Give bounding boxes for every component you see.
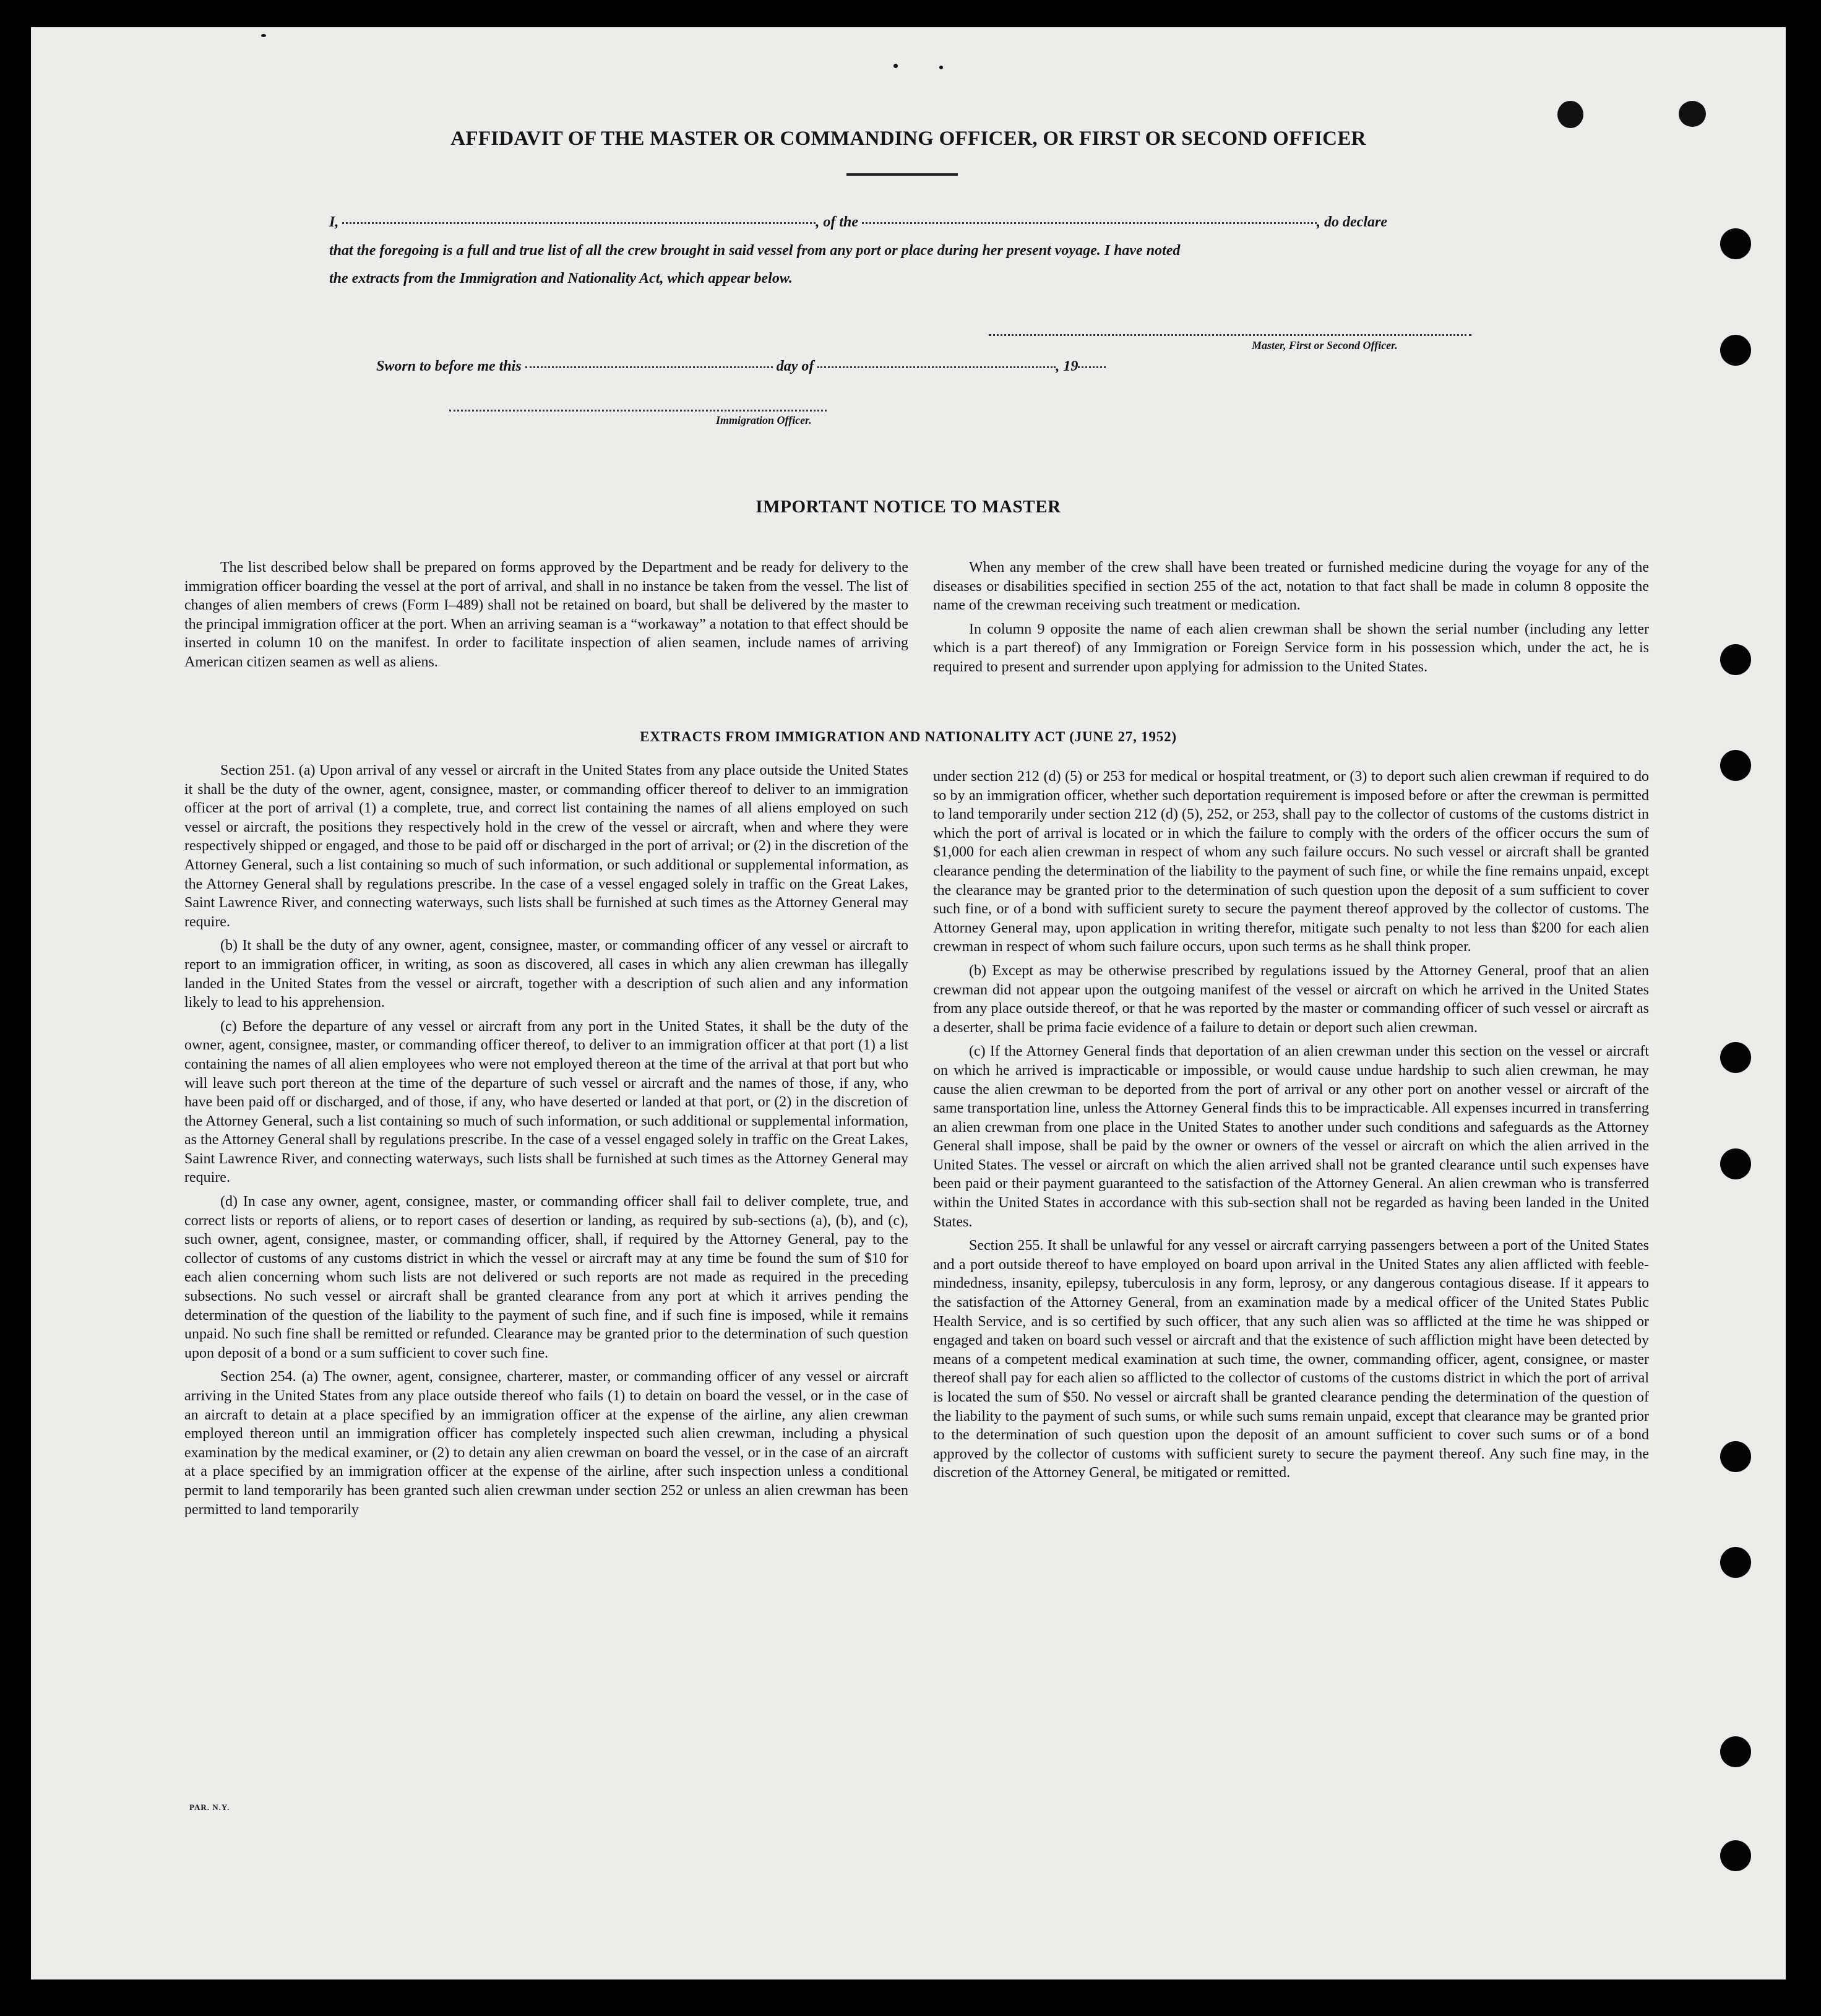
title-underline	[846, 173, 958, 176]
declaration-line-1	[329, 214, 1474, 231]
binder-hole	[1720, 1547, 1751, 1578]
binder-hole	[1720, 1441, 1751, 1472]
section-251-a: Section 251. (a) Upon arrival of any vessel or aircraft in the United States from any place outside the United States it shall be the duty of the owner, agent, consignee, master, or commanding officer thereof to deliver to an immigration officer at the port of arrival (1) a complete, true, and correct list containing the names of all aliens employed on such vessel or aircraft, the positions they respectively hold in the crew of the vessel or aircraft, when and where they were respectively shipped or engaged, and those to be paid off or discharged in the port of arrival; or (2) in the discretion of the Attorney General, such a list containing so much of such information, or such additional or supplemental information, as the Attorney General shall by regulations prescribe. In the case of a vessel engaged solely in traffic on the Great Lakes, Saint Lawrence River, and connecting waterways, such lists shall be furnished at such times as the Attorney General may require.	[184, 762, 908, 930]
extracts-left-column	[184, 761, 908, 1524]
binder-hole	[1720, 750, 1751, 781]
section-251-c: (c) Before the departure of any vessel or aircraft from any port in the United States, it shall be the duty of the owner, agent, consignee, master, or commanding officer thereof, to deliver to an immigration officer at that port (1) a list containing the names of all alien employees who were not employed thereon at the time of the arrival at that port but who will leave such port thereon at the time of the departure of such vessel or aircraft and the names of those, if any, who have been paid off or discharged, and of those, if any, who have deserted or landed at that port, or (2) in the discretion of the Attorney General, such a list containing so much of such information, or such additional or supplemental information, as the Attorney General shall by regulations prescribe. In the case of a vessel engaged solely in traffic on the Great Lakes, Saint Lawrence River, and connecting waterways, such lists shall be furnished at such times as the Attorney General may require.	[184, 1018, 908, 1186]
form-page	[31, 27, 1786, 1979]
binder-hole	[1720, 1736, 1751, 1767]
officer-signature-line[interactable]	[449, 410, 827, 411]
binder-hole	[1720, 644, 1751, 675]
master-signature-label: Master, First or Second Officer.	[1252, 339, 1398, 351]
notice-right-paragraph-1: When any member of the crew shall have been treated or furnished medicine during the voyage for any of the diseases or disabilities specified in section 255 of the act, notation to that fact shall be made in column 8 opposite the name of the crewman receiving such treatment or medication.	[933, 559, 1649, 614]
section-254-a-continued: under section 212 (d) (5) or 253 for medical or hospital treatment, or (3) to deport such alien crewman if required to do so by an immigration officer, whether such deportation requirement is imposed before or after the crewman is permitted to land temporarily under section 212 (d) (5), 252, or 253, shall pay to the collector of customs of the customs district in which the port of arrival is located or in which the failure to comply with the orders of the officer occurs the sum of $1,000 for each alien crewman in respect of whom any such failure occurs. No such vessel or aircraft shall be granted clearance pending the determination of the liability to the payment of such fine, or while the fine remains unpaid, except the clearance may be granted prior to the determination of such question upon the deposit of a sum sufficient to cover such fine, or of a bond with sufficient surety to secure the payment thereof approved by the collector of customs. The Attorney General may, upon application in writing therefor, mitigate such penalty to not less than $200 for each alien crewman in respect of whom such failure occurs, upon such terms as he shall think proper.	[933, 769, 1649, 955]
ink-speck	[893, 64, 898, 68]
ink-spot	[1679, 101, 1706, 127]
binder-hole	[1720, 1840, 1751, 1871]
sworn-text: Sworn to before me this	[376, 358, 522, 374]
binder-hole	[1720, 335, 1751, 366]
notice-left-column	[184, 558, 908, 677]
sworn-month-blank[interactable]	[817, 366, 1056, 368]
notice-left-paragraph: The list described below shall be prepared on forms approved by the Department and be ready for delivery to the immigration officer boarding the vessel at the port of arrival, and shall in no instance be taken from the vessel. The list of changes of alien members of crews (Form I–489) shall not be retained on board, but shall be delivered by the master to the principal immigration officer at the port. When an arriving seaman is a “workaway” a notation to that effect should be inserted in column 10 on the manifest. In order to facilitate inspection of alien seamen, include names of arriving American citizen seamen as well as aliens.	[184, 559, 908, 670]
section-251-b: (b) It shall be the duty of any owner, agent, consignee, master, or commanding officer of any vessel or aircraft to report to an immigration officer, in writing, as soon as discovered, all cases in which any alien crewman has illegally landed in the United States from the vessel or aircraft, together with a description of such alien and any information likely to lead to his apprehension.	[184, 937, 908, 1011]
vessel-blank[interactable]	[862, 222, 1317, 224]
declaration-line-2: that the foregoing is a full and true list of all the crew brought in said vessel from any port or place during her present voyage. I have noted	[329, 243, 1181, 259]
ink-speck	[261, 34, 266, 37]
binder-hole	[1720, 1042, 1751, 1073]
section-254-b: (b) Except as may be otherwise prescribed by regulations issued by the Attorney General, proof that an alien crewman did not appear upon the outgoing manifest of the vessel or aircraft on which he arrived in the United States from any place outside thereof, or that he was reported by the master or commanding officer of such vessel or aircraft as a deserter, shall be prima facie evidence of a failure to detain or deport such alien crewman.	[933, 962, 1649, 1036]
extracts-right-column	[933, 767, 1649, 1488]
binder-hole	[1720, 1148, 1751, 1179]
notice-heading: IMPORTANT NOTICE TO MASTER	[756, 497, 1061, 517]
ink-spot	[1557, 101, 1583, 128]
affidavit-title: AFFIDAVIT OF THE MASTER OR COMMANDING OFFICER, OR FIRST OR SECOND OFFICER	[450, 127, 1366, 150]
binder-hole	[1720, 228, 1751, 259]
officer-signature-label: Immigration Officer.	[716, 414, 812, 426]
sworn-year: , 19	[1056, 358, 1078, 374]
extracts-heading: EXTRACTS FROM IMMIGRATION AND NATIONALITY ACT (JUNE 27, 1952)	[640, 729, 1177, 744]
notice-right-paragraph-2: In column 9 opposite the name of each alien crewman shall be shown the serial number (including any letter which is a part thereof) of any Immigration or Foreign Service form in his possession which, under the act, he is required to present and surrender upon applying for admission to the United States.	[933, 621, 1649, 675]
decl-of-the: , of the	[816, 214, 859, 230]
ink-speck	[939, 66, 943, 69]
decl-i: I,	[329, 214, 339, 230]
printer-mark: PAR. N.Y.	[189, 1803, 230, 1812]
declaration-line-3: the extracts from the Immigration and Nationality Act, which appear below.	[329, 270, 793, 286]
section-254-a: Section 254. (a) The owner, agent, consignee, charterer, master, or commanding officer of any vessel or aircraft arriving in the United States from any place outside thereof who fails (1) to detain on board the vessel, or in the case of an aircraft to detain at a place specified by an immigration officer at the expense of the airline, any alien crewman employed thereon until an immigration officer has completely inspected such alien crewman, including a physical examination by the medical examiner, or (2) to detain any alien crewman on board the vessel, or in the case of an aircraft at a place specified by an immigration officer at the expense of the airline, after such inspection unless a conditional permit to land temporarily has been granted such alien crewman under section 252 or unless an alien crewman has been permitted to land temporarily	[184, 1369, 908, 1518]
notice-right-column	[933, 558, 1649, 682]
section-254-c: (c) If the Attorney General finds that deportation of an alien crewman under this section on the vessel or aircraft on which he arrived is impracticable or impossible, or would cause undue hardship to such alien crewman, he may cause the alien crewman to be deported from the port of arrival or any other port on another vessel or aircraft of the same transportation line, unless the Attorney General finds this to be impracticable. All expenses incurred in transferring an alien crewman from one place in the United States to another under such conditions and safeguards as the Attorney General shall impose, shall be paid by the owner or owners of the vessel or aircraft on which the alien arrived in the United States. The vessel or aircraft on which the alien arrived shall not be granted clearance until such expenses have been paid or their payment guaranteed to the satisfaction of the Attorney General. An alien crewman who is transferred within the United States in accordance with this sub-section shall not be regarded as having been landed in the United States.	[933, 1043, 1650, 1230]
sworn-line	[376, 358, 1521, 375]
sworn-day-of: day of	[776, 358, 814, 374]
section-251-d: (d) In case any owner, agent, consignee, master, or commanding officer shall fail to deliver complete, true, and correct lists or reports of aliens, or to report cases of desertion or landing, as required by sub-sections (a), (b), and (c), such owner, agent, consignee, master, or commanding officer, shall, if required by the Attorney General, pay to the collector of customs of any customs district in which the vessel or aircraft may at any time be found the sum of $10 for each alien concerning whom such lists are not delivered or such reports are not made as required in the preceding subsections. No such vessel or aircraft shall be granted clearance from any port at which it arrives pending the determination of the question of the liability to the payment of such fine, and if such fine is imposed, while it remains unpaid. No such fine shall be remitted or refunded. Clearance may be granted prior to the determination of such question upon deposit of a bond or a sum sufficient to cover such fine.	[184, 1194, 908, 1361]
sworn-day-blank[interactable]	[525, 366, 773, 368]
sworn-year-blank[interactable]	[1078, 366, 1106, 368]
master-signature-line[interactable]	[989, 334, 1471, 336]
decl-do-declare: , do declare	[1317, 214, 1387, 230]
section-255: Section 255. It shall be unlawful for any vessel or aircraft carrying passengers between a port of the United States and a port outside thereof to have employed on board upon arrival in the United States any alien afflicted with feeble-mindedness, insanity, epilepsy, tuberculosis in any form, leprosy, or any dangerous contagious disease. If it appears to the satisfaction of the Attorney General, from an examination made by a medical officer of the United States Public Health Service, and is so certified by such officer, that any such alien was so afflicted at the time he was shipped or engaged and taken on board such vessel or aircraft and that the existence of such affliction might have been detected by means of a competent medical examination at such time, the owner, commanding officer, agent, consignee, or master thereof shall pay for each alien so afflicted to the collector of customs of the customs district in which the port of arrival is located the sum of $50. No vessel or aircraft shall be granted clearance pending the determination of the question of the liability to the payment of such sums, or while such sums remain unpaid, except that clearance may be granted prior to the determination of such question upon the deposit of an amount sufficient to cover such sums or of a bond approved by the collector of customs with sufficient surety to secure the payment thereof. Any such fine may, in the discretion of the Attorney General, be mitigated or remitted.	[933, 1238, 1649, 1481]
name-blank[interactable]	[342, 222, 816, 224]
